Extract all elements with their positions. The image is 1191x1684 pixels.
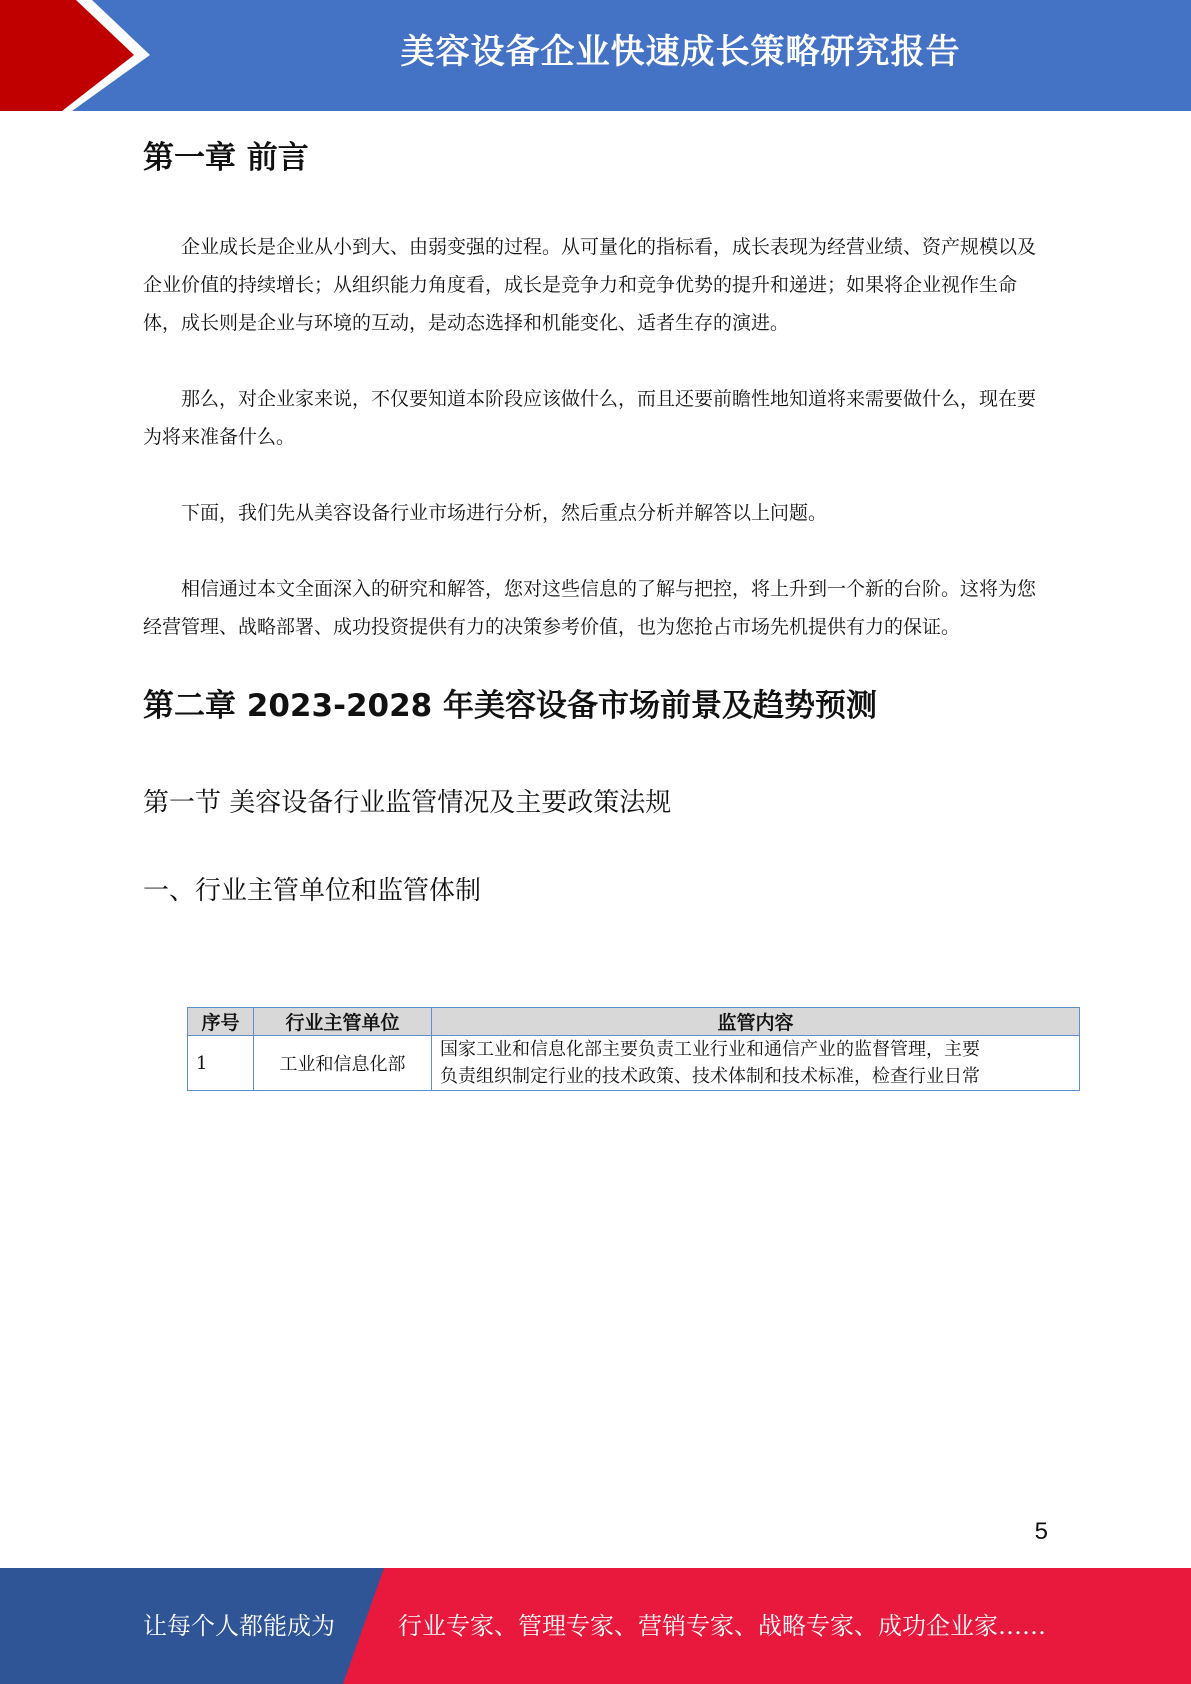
header-no: 序号 [188,1008,254,1036]
paragraph-3: 下面，我们先从美容设备行业市场进行分析，然后重点分析并解答以上问题。 [181,502,828,525]
chapter-1-title: 第一章 前言 [143,140,309,176]
cell-content [432,1036,1080,1091]
header-unit: 行业主管单位 [254,1008,432,1036]
page-footer [0,1568,1191,1684]
page-header [0,0,1191,111]
page-number: 5 [1034,1518,1048,1545]
footer-slogan-left: 让每个人都能成为 [143,1612,335,1640]
header-content: 监管内容 [432,1008,1080,1036]
paragraph-4: 相信通过本文全面深入的研究和解答，您对这些信息的了解与把控，将上升到一个新的台阶。这将为您经营管理、战略部署、成功投资提供有力的决策参考价值，也为您抢占市场先机提供有力的保证。 [143,578,1037,639]
paragraph-1: 企业成长是企业从小到大、由弱变强的过程。从可量化的指标看，成长表现为经营业绩、资产规模以及企业价值的持续增长；从组织能力角度看，成长是竞争力和竞争优势的提升和递进；如果将企业视作生命体，成长则是企业与环境的互动，是动态选择和机能变化、适者生存的演进。 [143,236,1037,335]
table-row [188,1036,1080,1091]
table-header-row [188,1008,1080,1036]
footer-slogan-right: 行业专家、管理专家、营销专家、战略专家、成功企业家…… [398,1612,1046,1640]
report-title: 美容设备企业快速成长策略研究报告 [400,32,961,72]
regulatory-table [187,1007,1080,1091]
cell-unit: 工业和信息化部 [254,1036,432,1091]
paragraph-2: 那么，对企业家来说，不仅要知道本阶段应该做什么，而且还要前瞻性地知道将来需要做什么，现在要为将来准备什么。 [143,388,1037,449]
section-1-title: 第一节 美容设备行业监管情况及主要政策法规 [143,787,672,818]
chapter-2-title: 第二章 2023-2028 年美容设备市场前景及趋势预测 [143,688,878,725]
page-content [143,120,1048,909]
cell-content-line-2: 负责组织制定行业的技术政策、技术体制和技术标准，检查行业日常 [440,1066,980,1087]
cell-no: 1 [188,1036,254,1091]
subsection-1-title: 一、行业主管单位和监管体制 [143,876,482,907]
cell-content-line-1: 国家工业和信息化部主要负责工业行业和通信产业的监督管理，主要 [440,1039,980,1060]
